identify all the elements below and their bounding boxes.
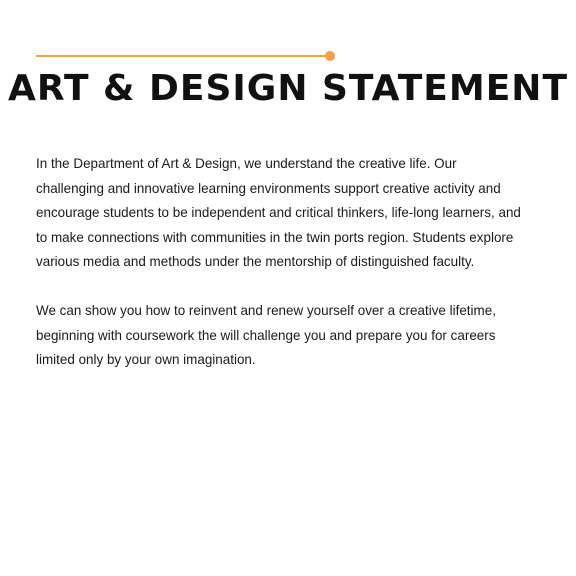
page-title: ART & DESIGN STATEMENT bbox=[8, 68, 568, 109]
accent-divider-dot bbox=[325, 51, 335, 61]
accent-divider-line bbox=[36, 55, 331, 57]
statement-body bbox=[36, 151, 522, 372]
statement-paragraph: We can show you how to reinvent and renew yourself over a creative lifetime, beginning with coursework the will challenge you and prepare you for careers limited only by your own imagination. bbox=[36, 302, 496, 367]
statement-paragraph: In the Department of Art & Design, we understand the creative life. Our challenging and innovative learning environments support creative activity and encourage students to be independent and critical thinkers, life-long learners, and to make connections with communities in the twin ports region. Students explore various media and methods under the mentorship of distinguished faculty. bbox=[36, 155, 521, 269]
